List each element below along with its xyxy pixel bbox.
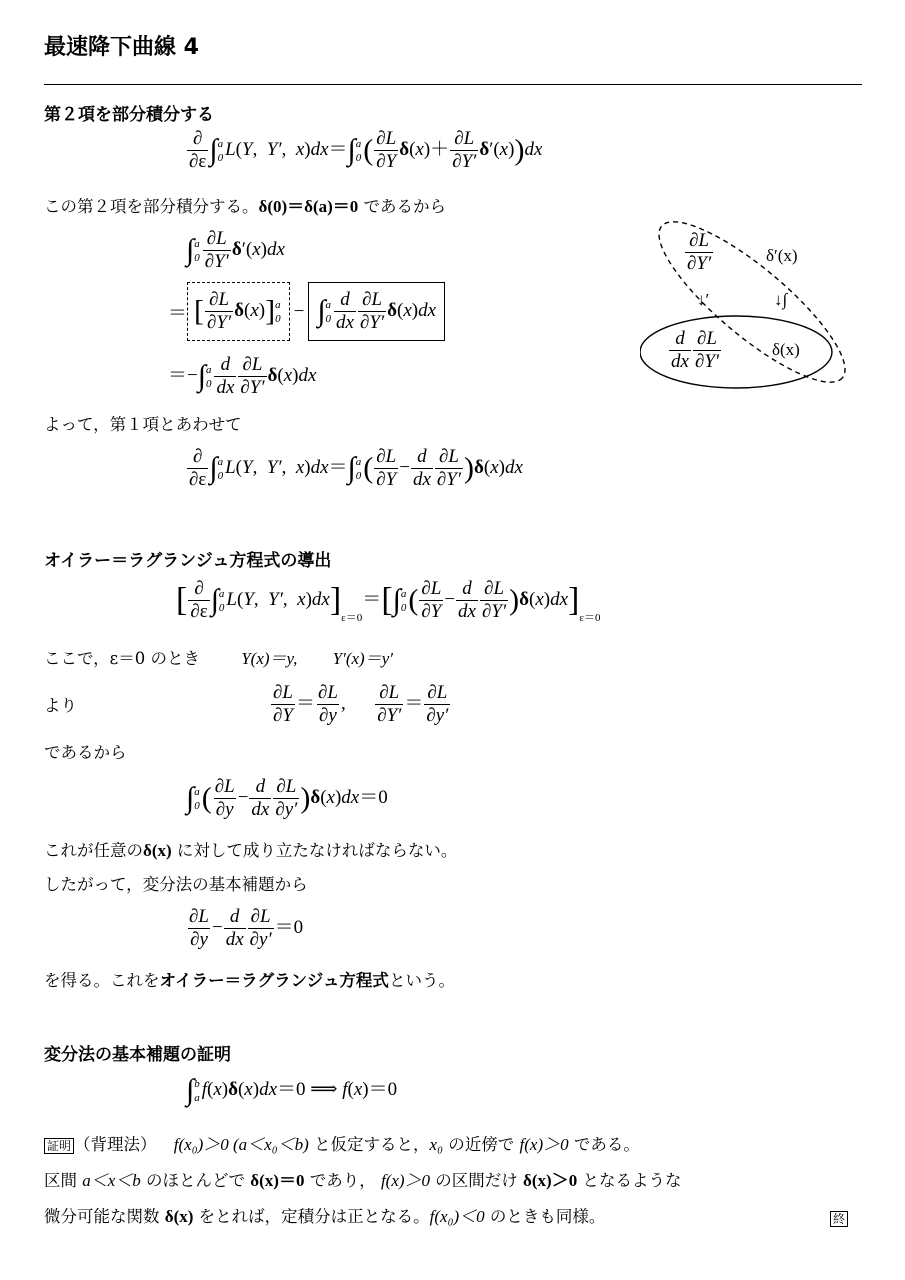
text-p1f: f(x)＞0 <box>519 1135 569 1154</box>
proof-line-1 <box>44 1134 640 1156</box>
text-p2c: のほとんどで <box>146 1171 246 1190</box>
equation-5: $\frac{\partial L}{\partial Y}$ ＝ $\frac{\partial L}{\partial y}$ , $\frac{\partial L}{\partial Y'}$ ＝ $\frac{\partial L}{\partial y'}$ <box>273 682 449 726</box>
diagram-arrow-right: ↓∫ <box>774 290 788 309</box>
text-p2a: 区間 <box>44 1171 77 1190</box>
diagram-top-num: ∂L <box>689 230 710 251</box>
equation-lemma: ∫ b a f(x)δ(x)dx＝0 ⟹ f(x)＝0 <box>186 1073 398 1107</box>
text-1a: この第２項を部分積分する。 <box>44 197 259 216</box>
text-line-2: よって，第１項とあわせて <box>44 415 242 434</box>
equation-2-line-1: ∫ a 0 $\frac{\partial L}{\partial Y'}$ δ′(x)dx <box>186 228 285 272</box>
text-6c: に対して成り立たなければならない。 <box>176 841 458 860</box>
diagram-bottom-d-num: d <box>675 328 685 349</box>
text-1c: であるから <box>363 197 447 216</box>
text-line-6 <box>44 840 457 862</box>
text-8a: を得る。これを <box>44 971 160 990</box>
text-p2h: δ(x)＞0 <box>523 1171 578 1190</box>
text-8c: という。 <box>388 971 455 990</box>
integral-term-box: ∫ a 0 $\frac{d}{dx}$ $\frac{\partial L}{\partial Y'}$ δ(x)dx <box>308 282 445 341</box>
equation-3: $\frac{\partial}{\partial\varepsilon}$ ∫ a 0 L(Y, Y′, x)dx＝∫ a 0 ( $\frac{\partial L}{\partial Y}$ − $\frac{d}{dx}$ $\frac{\partial L}{\partial Y'}$ )δ(x)dx <box>189 446 523 490</box>
diagram-top-fraction <box>684 230 714 275</box>
diagram-bottom-l-num: ∂L <box>697 328 717 349</box>
section-heading-integration-by-parts: 第２項を部分積分する <box>44 105 214 125</box>
text-8b: オイラー＝ラグランジュ方程式 <box>159 971 389 990</box>
proof-tag: 証明 <box>44 1138 74 1154</box>
text-line-5: であるから <box>44 743 127 762</box>
section-heading-lemma-proof: 変分法の基本補題の証明 <box>44 1045 231 1065</box>
diagram-bottom-expression <box>668 328 722 373</box>
text-6a: これが任意の <box>44 841 143 860</box>
text-3b: Y(x)＝y, <box>241 649 298 668</box>
text-line-3 <box>44 648 393 670</box>
text-p1a: （背理法） <box>74 1135 157 1154</box>
end-of-proof-mark <box>830 1208 848 1227</box>
text-3a: ここで，ε＝0 のとき <box>44 649 200 668</box>
equation-euler-lagrange: $\frac{\partial L}{\partial y}$ − $\frac{d}{dx}$ $\frac{\partial L}{\partial y'}$ ＝0 <box>189 906 304 950</box>
text-p3d: f(x₀)＜0 <box>429 1207 485 1226</box>
text-p1e: の近傍で <box>448 1135 515 1154</box>
equation-1: $\frac{\partial}{\partial\varepsilon}$ ∫ a 0 L(Y, Y′, x)dx＝∫ a 0 ( $\frac{\partial L}{\partial Y}$ δ(x)＋ $\frac{\partial L}{\partial Y'}$ δ′(x))dx <box>189 128 543 172</box>
text-p3e: のときも同様。 <box>489 1207 606 1226</box>
diagram-bottom-right-label: δ(x) <box>772 340 800 359</box>
text-line-7: したがって，変分法の基本補題から <box>44 875 308 894</box>
equation-6: ∫ a 0 ( $\frac{\partial L}{\partial y}$ − $\frac{d}{dx}$ $\frac{\partial L}{\partial y'}$ )δ(x)dx＝0 <box>186 776 388 820</box>
boundary-term-dashed-box: [ $\frac{\partial L}{\partial Y'}$ δ(x)] a 0 <box>187 282 290 341</box>
text-p2i: となるような <box>582 1171 682 1190</box>
text-p1g: である。 <box>573 1135 640 1154</box>
diagram-arrow-left: ↓′ <box>697 290 710 309</box>
diagram-bottom-d-den: dx <box>671 351 689 372</box>
title-divider <box>44 84 862 85</box>
text-p1b: f(x₀)＞0 (a＜x₀＜b) <box>173 1135 309 1154</box>
text-line-1 <box>44 196 446 218</box>
equation-2-line-2: ＝ [ $\frac{\partial L}{\partial Y'}$ δ(x)] a 0 − ∫ a 0 $\frac{d}{dx}$ $\frac{\partial L}{\partial Y'}$ δ(x)dx <box>168 282 445 341</box>
equation-2-line-3: ＝−∫ a 0 $\frac{d}{dx}$ $\frac{\partial L}{\partial Y'}$ δ(x)dx <box>168 354 317 398</box>
text-line-8 <box>44 970 455 992</box>
text-p1c: と仮定すると， <box>314 1135 430 1154</box>
equation-4: [ $\frac{\partial}{\partial\varepsilon}$ ∫ a 0 L(Y, Y′, $x)dx]_{\varepsilon=0}=[\int$ a 0 ( $\frac{\partial L}{\partial Y}$ − $\frac{d}{dx}$ $\frac{\partial L}{\partial Y'}$ )$\delta(x)dx]_{\varepsilon=0}$ <box>176 578 601 624</box>
text-line-4: より <box>44 696 77 715</box>
text-p2f: f(x)＞0 <box>380 1171 431 1190</box>
text-p2d: δ(x)＝0 <box>250 1171 305 1190</box>
delta-boundary: δ(0)＝δ(a)＝0 <box>258 197 359 216</box>
text-p1d: x₀ <box>429 1135 444 1154</box>
text-p3c: をとれば，定積分は正となる。 <box>198 1207 430 1226</box>
diagram-top-right-label: δ′(x) <box>766 246 798 265</box>
text-p2e: であり， <box>309 1171 376 1190</box>
diagram-top-den: ∂Y′ <box>687 253 712 274</box>
text-6b: δ(x) <box>143 841 172 860</box>
diagram-bottom-l-den: ∂Y′ <box>694 351 720 372</box>
proof-line-3 <box>44 1206 605 1228</box>
text-p3b: δ(x) <box>164 1207 194 1226</box>
page-title: 最速降下曲線 4 <box>44 35 199 60</box>
end-tag: 終 <box>830 1211 848 1227</box>
proof-line-2 <box>44 1170 681 1192</box>
text-3c: Y′(x)＝y′ <box>332 649 393 668</box>
text-p3a: 微分可能な関数 <box>44 1207 160 1226</box>
text-p2g: の区間だけ <box>435 1171 518 1190</box>
section-heading-euler-lagrange: オイラー＝ラグランジュ方程式の導出 <box>44 551 332 571</box>
text-p2b: a＜x＜b <box>82 1171 141 1190</box>
